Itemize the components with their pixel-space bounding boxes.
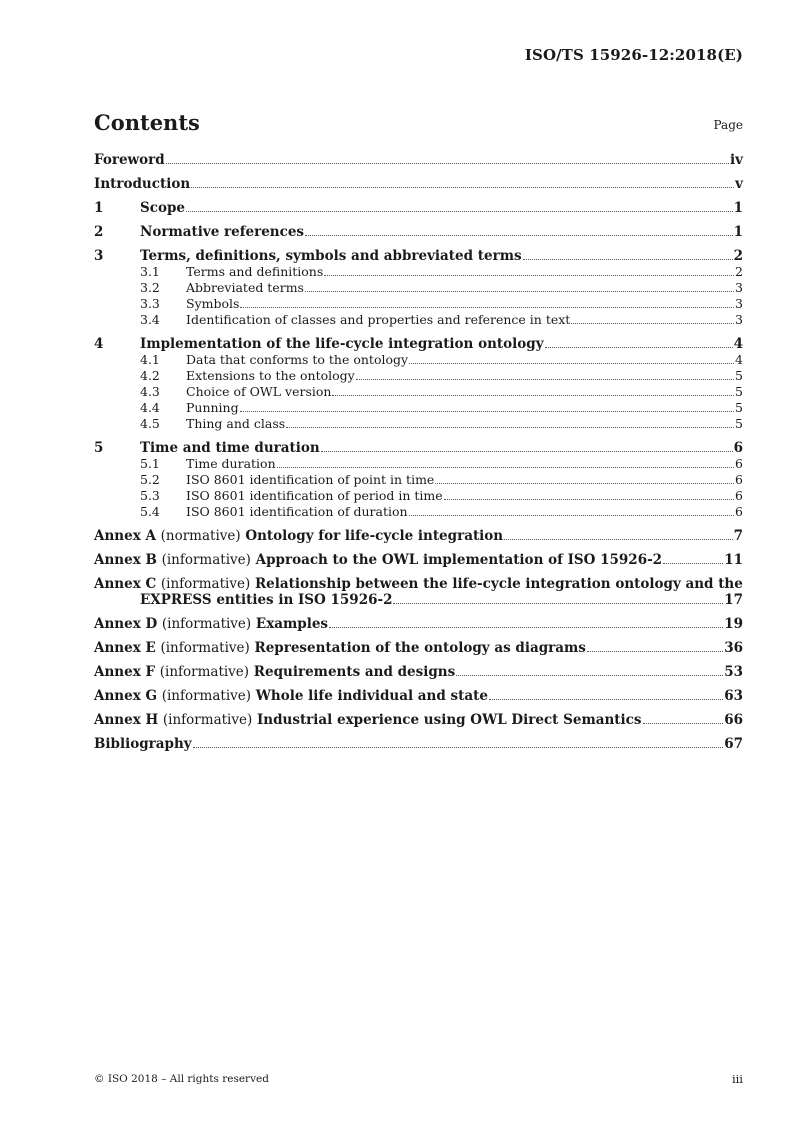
annex-kind: (informative) (160, 576, 251, 592)
toc-entry-text: Foreword (94, 152, 165, 168)
toc-page-number: 3 (735, 280, 743, 295)
toc-subsection-number: 5.2 (140, 472, 160, 487)
toc-page-number: 4 (733, 336, 743, 352)
toc-page-number: 67 (724, 736, 743, 752)
annex-title: Approach to the OWL implementation of ISO 15926-2 (255, 552, 663, 568)
toc-page-number: iv (730, 152, 743, 168)
toc-entry-subsection[interactable] (94, 280, 743, 296)
toc-subsection-number: 4.3 (140, 384, 160, 399)
annex-label: Annex C (94, 576, 157, 592)
annex-title: Representation of the ontology as diagrams (254, 640, 586, 656)
document-id: ISO/TS 15926-12:2018(E) (524, 46, 743, 64)
toc-entry-text: Implementation of the life-cycle integration ontology (140, 336, 544, 352)
toc-entry-text: Terms, definitions, symbols and abbreviated terms (140, 248, 522, 264)
leader-dots (191, 187, 734, 188)
toc-page-number: 2 (733, 248, 743, 264)
toc-entry-text: Extensions to the ontology (186, 368, 355, 383)
annex-title-continued: EXPRESS entities in ISO 15926-2 (140, 592, 393, 608)
annex-label: Annex B (94, 552, 157, 568)
toc-entry-subsection[interactable] (94, 416, 743, 432)
annex-title: Requirements and designs (253, 664, 456, 680)
annex-label: Annex F (94, 664, 156, 680)
annex-label: Annex E (94, 640, 156, 656)
toc-entry-subsection[interactable] (94, 368, 743, 384)
leader-dots (321, 451, 733, 452)
toc-page-number: 2 (735, 264, 743, 279)
leader-dots (332, 395, 734, 396)
annex-title: Industrial experience using OWL Direct Semantics (256, 712, 642, 728)
toc-page-number: 36 (724, 640, 743, 656)
toc-entry-annex-g[interactable] (94, 688, 743, 704)
toc-page-number: 6 (735, 456, 743, 471)
toc-subsection-number: 5.1 (140, 456, 160, 471)
leader-dots (409, 363, 734, 364)
toc-page-number: 5 (735, 368, 743, 383)
leader-dots (435, 483, 734, 484)
leader-dots (545, 347, 733, 348)
toc-section-number: 3 (94, 248, 104, 264)
leader-dots (329, 627, 723, 628)
leader-dots (324, 275, 734, 276)
toc-section-number: 1 (94, 200, 104, 216)
leader-dots (193, 747, 724, 748)
toc-subsection-number: 3.3 (140, 296, 160, 311)
toc-entry-section-2[interactable] (94, 224, 743, 240)
toc-page-number: 6 (735, 504, 743, 519)
toc-entry-subsection[interactable] (94, 296, 743, 312)
page-column-label: Page (713, 118, 743, 132)
toc-entry-subsection[interactable] (94, 264, 743, 280)
leader-dots (523, 259, 733, 260)
leader-dots (663, 563, 723, 564)
toc-entry-text (94, 664, 455, 680)
toc-page-number: 5 (735, 416, 743, 431)
toc-entry-annex-c[interactable] (94, 592, 743, 608)
toc-page-number: 53 (724, 664, 743, 680)
leader-dots (489, 699, 723, 700)
toc-entry-section-5[interactable] (94, 440, 743, 456)
annex-kind: (informative) (160, 640, 250, 656)
toc-entry-subsection[interactable] (94, 312, 743, 328)
toc-entry-text: Bibliography (94, 736, 192, 752)
annex-kind: (normative) (160, 528, 241, 544)
toc-entry-text (94, 528, 503, 544)
toc-entry-text: Thing and class (186, 416, 286, 431)
leader-dots (587, 651, 723, 652)
toc-entry-text (94, 712, 642, 728)
annex-kind: (informative) (161, 616, 252, 632)
toc-entry-subsection[interactable] (94, 504, 743, 520)
toc-entry-text: Terms and definitions (186, 264, 324, 279)
toc-entry-text: Identification of classes and properties and reference in text (186, 312, 571, 327)
toc-entry-subsection[interactable] (94, 488, 743, 504)
annex-label: Annex H (94, 712, 159, 728)
toc-entry-annex-d[interactable] (94, 616, 743, 632)
toc-entry-text (94, 688, 488, 704)
toc-subsection-number: 3.2 (140, 280, 160, 295)
annex-label: Annex D (94, 616, 158, 632)
table-of-contents (94, 152, 743, 752)
toc-entry-text: Punning (186, 400, 239, 415)
toc-page-number: 5 (735, 384, 743, 399)
leader-dots (571, 323, 734, 324)
toc-entry-annex-b[interactable] (94, 552, 743, 568)
toc-entry-subsection[interactable] (94, 472, 743, 488)
toc-entry-text: Time duration (186, 456, 276, 471)
toc-subsection-number: 3.4 (140, 312, 160, 327)
toc-subsection-number: 5.3 (140, 488, 160, 503)
annex-label: Annex A (94, 528, 156, 544)
leader-dots (186, 211, 733, 212)
toc-entry-text (94, 616, 328, 632)
toc-entry-section-4[interactable] (94, 336, 743, 352)
toc-page-number: 11 (724, 552, 743, 568)
page-title: Contents (94, 110, 200, 135)
toc-subsection-number: 3.1 (140, 264, 160, 279)
toc-page-number: 1 (733, 200, 743, 216)
leader-dots (305, 235, 733, 236)
toc-entry-annex-e[interactable] (94, 640, 743, 656)
toc-entry-bibliography[interactable] (94, 736, 743, 752)
toc-subsection-number: 4.5 (140, 416, 160, 431)
footer-page-number: iii (731, 1072, 743, 1086)
toc-page-number: 7 (733, 528, 743, 544)
leader-dots (456, 675, 723, 676)
leader-dots (504, 539, 732, 540)
toc-subsection-number: 4.2 (140, 368, 160, 383)
toc-entry-section-1[interactable] (94, 200, 743, 216)
toc-entry-text: Scope (140, 200, 186, 216)
leader-dots (409, 515, 735, 516)
annex-title: Ontology for life-cycle integration (245, 528, 504, 544)
annex-kind: (informative) (162, 712, 253, 728)
leader-dots (277, 467, 734, 468)
toc-page-number: 63 (724, 688, 743, 704)
toc-entry-text (94, 640, 586, 656)
toc-entry-text: Abbreviated terms (186, 280, 304, 295)
toc-section-number: 2 (94, 224, 104, 240)
toc-entry-subsection[interactable] (94, 352, 743, 368)
leader-dots (305, 291, 734, 292)
annex-title: Whole life individual and state (255, 688, 488, 704)
toc-entry-text: ISO 8601 identification of period in time (186, 488, 443, 503)
leader-dots (240, 411, 734, 412)
leader-dots (286, 427, 734, 428)
toc-entry-subsection[interactable] (94, 400, 743, 416)
leader-dots (393, 603, 723, 604)
toc-entry-annex-f[interactable] (94, 664, 743, 680)
toc-page-number: 3 (735, 296, 743, 311)
toc-entry-text: Symbols (186, 296, 240, 311)
toc-page-number: 4 (735, 352, 743, 367)
toc-entry-subsection[interactable] (94, 456, 743, 472)
toc-entry-text: Introduction (94, 176, 191, 192)
toc-section-number: 5 (94, 440, 104, 456)
toc-page-number: 6 (735, 488, 743, 503)
toc-page-number: 6 (735, 472, 743, 487)
toc-page-number: 66 (724, 712, 743, 728)
toc-page-number: v (735, 176, 743, 192)
toc-page-number: 17 (724, 592, 743, 608)
annex-label: Annex G (94, 688, 157, 704)
annex-kind: (informative) (159, 664, 250, 680)
toc-subsection-number: 4.1 (140, 352, 160, 367)
toc-entry-section-3[interactable] (94, 248, 743, 264)
toc-entry-text (94, 552, 662, 568)
toc-entry-text: ISO 8601 identification of duration (186, 504, 408, 519)
footer-copyright: © ISO 2018 – All rights reserved (94, 1073, 269, 1085)
toc-entry-foreword[interactable] (94, 152, 743, 168)
toc-entry-annex-a[interactable] (94, 528, 743, 544)
annex-title: Relationship between the life-cycle integration ontology and the (254, 576, 743, 592)
annex-kind: (informative) (161, 552, 251, 568)
leader-dots (166, 163, 729, 164)
leader-dots (643, 723, 724, 724)
toc-subsection-number: 4.4 (140, 400, 160, 415)
toc-entry-annex-h[interactable] (94, 712, 743, 728)
toc-subsection-number: 5.4 (140, 504, 160, 519)
toc-entry-annex-c-line1[interactable] (94, 576, 743, 592)
annex-title: Examples (255, 616, 329, 632)
toc-page-number: 19 (724, 616, 743, 632)
toc-entry-text: Time and time duration (140, 440, 320, 456)
toc-entry-introduction[interactable] (94, 176, 743, 192)
toc-entry-subsection[interactable] (94, 384, 743, 400)
toc-section-number: 4 (94, 336, 104, 352)
toc-page-number: 3 (735, 312, 743, 327)
toc-entry-text: ISO 8601 identification of point in time (186, 472, 435, 487)
leader-dots (444, 499, 734, 500)
annex-kind: (informative) (161, 688, 252, 704)
toc-page-number: 5 (735, 400, 743, 415)
leader-dots (356, 379, 734, 380)
toc-entry-text: Normative references (140, 224, 305, 240)
toc-entry-text: Data that conforms to the ontology (186, 352, 409, 367)
toc-entry-text: Choice of OWL version (186, 384, 332, 399)
toc-page-number: 6 (733, 440, 743, 456)
leader-dots (240, 307, 734, 308)
toc-page-number: 1 (733, 224, 743, 240)
